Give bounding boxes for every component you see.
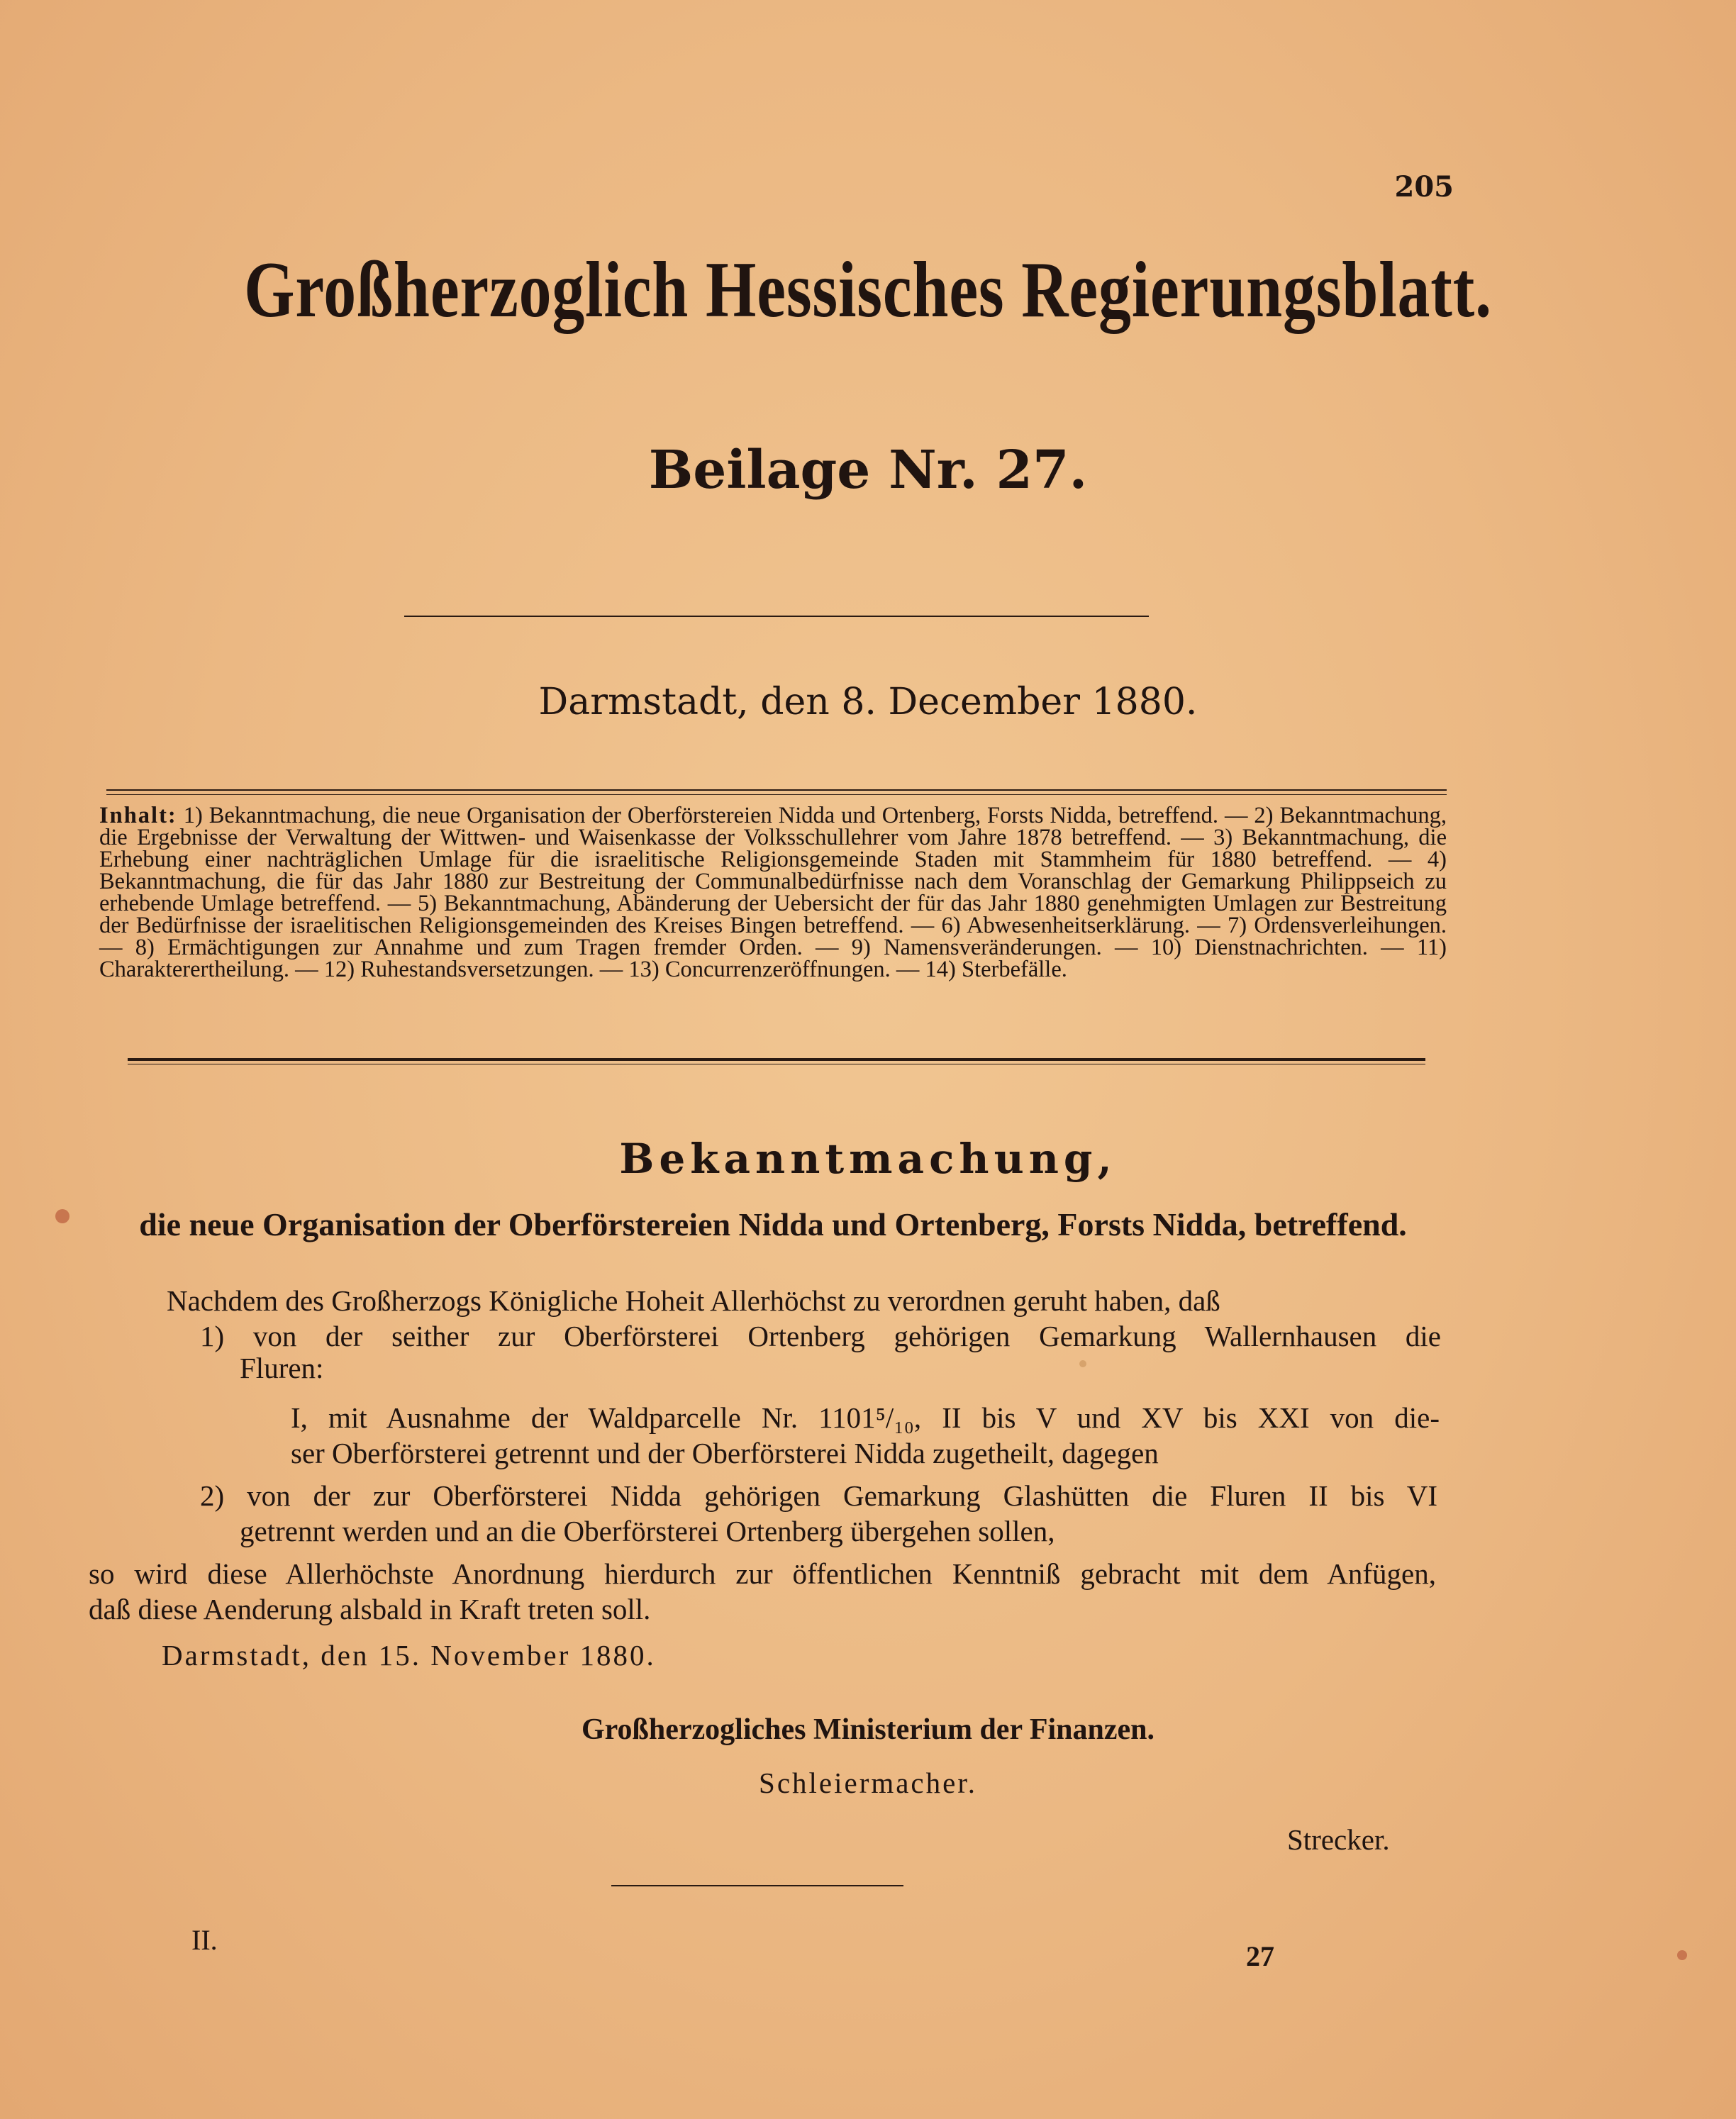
dateline: Darmstadt, den 8. December 1880.: [538, 681, 1198, 723]
body-line: daß diese Aenderung alsbald in Kraft treten soll.: [89, 1593, 651, 1625]
page-number: 205: [1394, 170, 1454, 204]
contents-top-rule: [106, 789, 1447, 791]
stain: [55, 1209, 69, 1223]
countersign-name: Strecker.: [1287, 1823, 1390, 1856]
supplement-number: Beilage Nr. 27.: [648, 440, 1088, 501]
place-date: Darmstadt, den 15. November 1880.: [162, 1639, 656, 1672]
table-of-contents: [99, 805, 1447, 981]
contents-bottom-rule: [128, 1058, 1425, 1061]
footer-sheet-number: 27: [1246, 1940, 1274, 1972]
body-line: getrennt werden und an die Oberförsterei Ortenberg übergehen sollen,: [240, 1515, 1055, 1547]
contents-top-rule: [106, 794, 1447, 795]
announcement-subtitle: die neue Organisation der Oberförstereien Nidda und Ortenberg, Forsts Nidda, betreffend.: [139, 1206, 1407, 1242]
body-line: Fluren:: [240, 1352, 324, 1384]
body-line: I, mit Ausnahme der Waldparcelle Nr. 1101⁵/₁₀, II bis V und XV bis XXI von die-: [291, 1401, 1440, 1434]
body-line: Nachdem des Großherzogs Königliche Hoheit Allerhöchst zu verordnen geruht haben, daß: [167, 1284, 1220, 1317]
body-line: 2) von der zur Oberförsterei Nidda gehörigen Gemarkung Glashütten die Fluren II bis VI: [200, 1479, 1437, 1512]
body-line: so wird diese Allerhöchste Anordnung hierdurch zur öffentlichen Kenntniß gebracht mit dem Anfügen,: [89, 1557, 1436, 1590]
contents-label: Inhalt:: [99, 803, 177, 828]
footer-section-number: II.: [191, 1924, 218, 1956]
body-line: 1) von der seither zur Oberförsterei Ortenberg gehörigen Gemarkung Wallernhausen die: [200, 1320, 1441, 1352]
divider: [404, 616, 1149, 617]
signature-ministry: Großherzogliches Ministerium der Finanzen.: [581, 1713, 1155, 1746]
gazette-title: Großherzoglich Hessisches Regierungsblatt.: [244, 246, 1492, 334]
stain: [1079, 1360, 1086, 1367]
stain: [1677, 1950, 1687, 1960]
announcement-heading: Bekanntmachung,: [619, 1135, 1117, 1183]
signature-name: Schleiermacher.: [759, 1767, 977, 1799]
footer-divider: [611, 1885, 903, 1886]
body-line: ser Oberförsterei getrennt und der Oberförsterei Nidda zugetheilt, dagegen: [291, 1437, 1159, 1469]
contents-text: 1) Bekanntmachung, die neue Organisation der Oberförstereien Nidda und Ortenberg, Forsts Nidda, betreffend. — 2) Bekanntmachung, die Ergebnisse der Verwaltung der Wittwen- und Waisenkasse der Volksschullehrer vom Jahre 1878 betreffend. — 3) Bekanntmachung, die Erhebung einer nachträglichen Umlage für die israelitische Religionsgemeinde Staden mit Stammheim für 1880 betreffend. — 4) Bekanntmachung, die für das Jahr 1880 zur Bestreitung der Communalbedürfnisse nach dem Voranschlag der Gemarkung Philippseich zu erhebende Umlage betreffend. — 5) Bekanntmachung, Abänderung der Uebersicht der für das Jahr 1880 genehmigten Umlagen zur Bestreitung der Bedürfnisse der israelitischen Religionsgemeinden des Kreises Bingen betreffend. — 6) Abwesenheitserklärung. — 7) Ordensverleihungen. — 8) Ermächtigungen zur Annahme und zum Tragen fremder Orden. — 9) Namensveränderungen. — 10) Dienstnachrichten. — 11) Charakterertheilung. — 12) Ruhestandsversetzungen. — 13) Concurrenzeröffnungen. — 14) Sterbefälle.: [99, 803, 1447, 982]
